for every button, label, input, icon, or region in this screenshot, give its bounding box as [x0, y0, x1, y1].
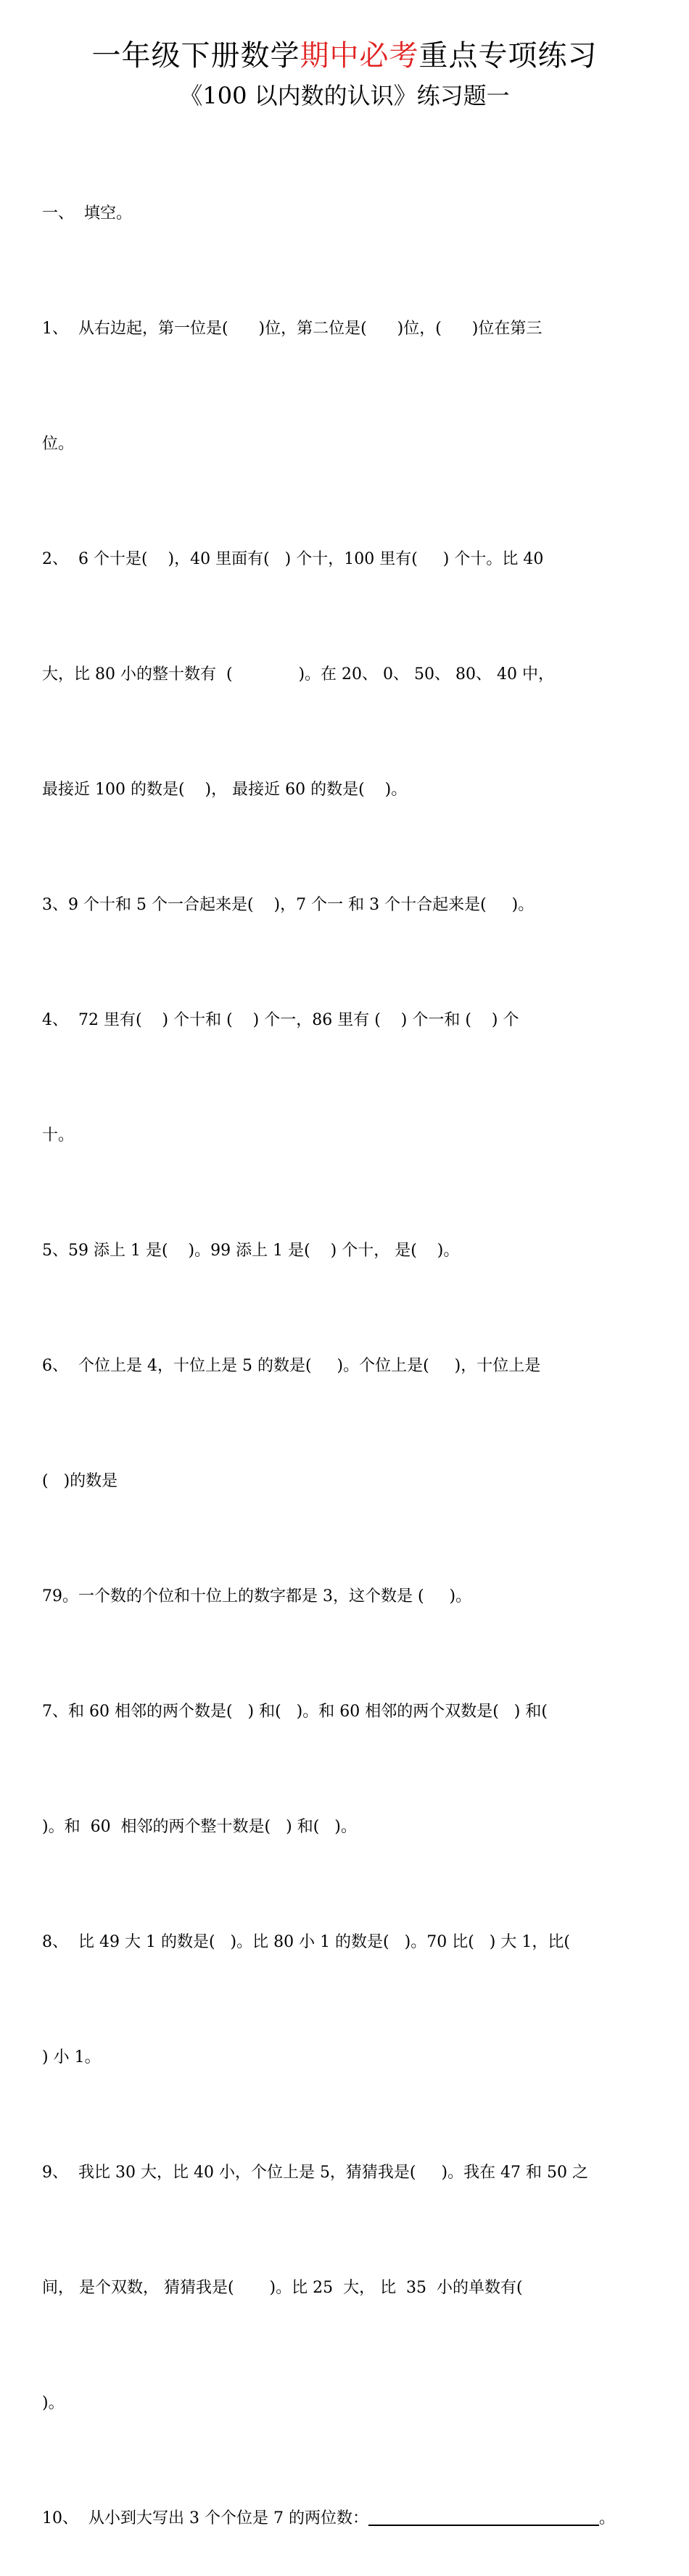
page-subtitle: 《100 以内数的认识》练习题一 — [179, 82, 510, 109]
question-line: 3、9 个十和 5 个一合起来是( )，7 个一 和 3 个十合起来是( )。 — [42, 896, 535, 914]
question-line: 79。一个数的个位和十位上的数字都是 3，这个数是 ( )。 — [42, 1587, 472, 1605]
question-line: 位。 — [42, 435, 75, 453]
question-line: 十。 — [42, 1126, 75, 1144]
question-line: )。和 60 相邻的两个整十数是( ) 和( )。 — [42, 1818, 357, 1836]
question-line: 大，比 80 小的整十数有 ( )。在 20、 0、 50、 80、 40 中， — [42, 665, 554, 684]
question-10-text: 10、 从小到大写出 3 个个位是 7 的两位数： — [42, 2509, 368, 2527]
question-line: 最接近 100 的数是( )， 最接近 60 的数是( )。 — [42, 781, 408, 799]
section-heading: 一、 填空。 — [42, 204, 132, 223]
title-part1: 一年级下册数学 — [91, 39, 300, 72]
question-line: 4、 72 里有( ) 个十和 ( ) 个一，86 里有 ( ) 个一和 ( ) 个 — [42, 1011, 519, 1029]
question-line: 5、59 添上 1 是( )。99 添上 1 是( ) 个十， 是( )。 — [42, 1242, 460, 1260]
question-line: 2、 6 个十是( )，40 里面有( ) 个十，100 里有( ) 个十。比 40 — [42, 550, 544, 568]
question-10-end: 。 — [598, 2509, 615, 2527]
page-title — [0, 36, 689, 75]
question-line: 7、和 60 相邻的两个数是( ) 和( )。和 60 相邻的两个双数是( ) 和( — [42, 1703, 548, 1721]
question-line: ) 小 1。 — [42, 2048, 101, 2066]
question-line: )。 — [42, 2394, 65, 2412]
title-highlight: 期中必考 — [300, 39, 419, 72]
question-line: 间， 是个双数， 猜猜我是( )。比 25 大， 比 35 小的单数有( — [42, 2279, 523, 2297]
title-part2: 重点专项练习 — [418, 39, 598, 72]
question-line: ( )的数是 — [42, 1472, 118, 1490]
question-line: 8、 比 49 大 1 的数是( )。比 80 小 1 的数是( )。70 比( ) 大 1，比( — [42, 1933, 570, 1951]
question-line: 9、 我比 30 大，比 40 小，个位上是 5，猜猜我是( )。我在 47 和 50 之 — [42, 2164, 589, 2182]
question-10 — [42, 2499, 648, 2538]
answer-blank-line — [368, 2503, 599, 2526]
question-line: 6、 个位上是 4，十位上是 5 的数是( )。个位上是( )，十位上是 — [42, 1357, 541, 1375]
worksheet-body — [42, 117, 648, 2576]
question-line: 1、 从右边起，第一位是( )位，第二位是( )位，( )位在第三 — [42, 320, 542, 338]
